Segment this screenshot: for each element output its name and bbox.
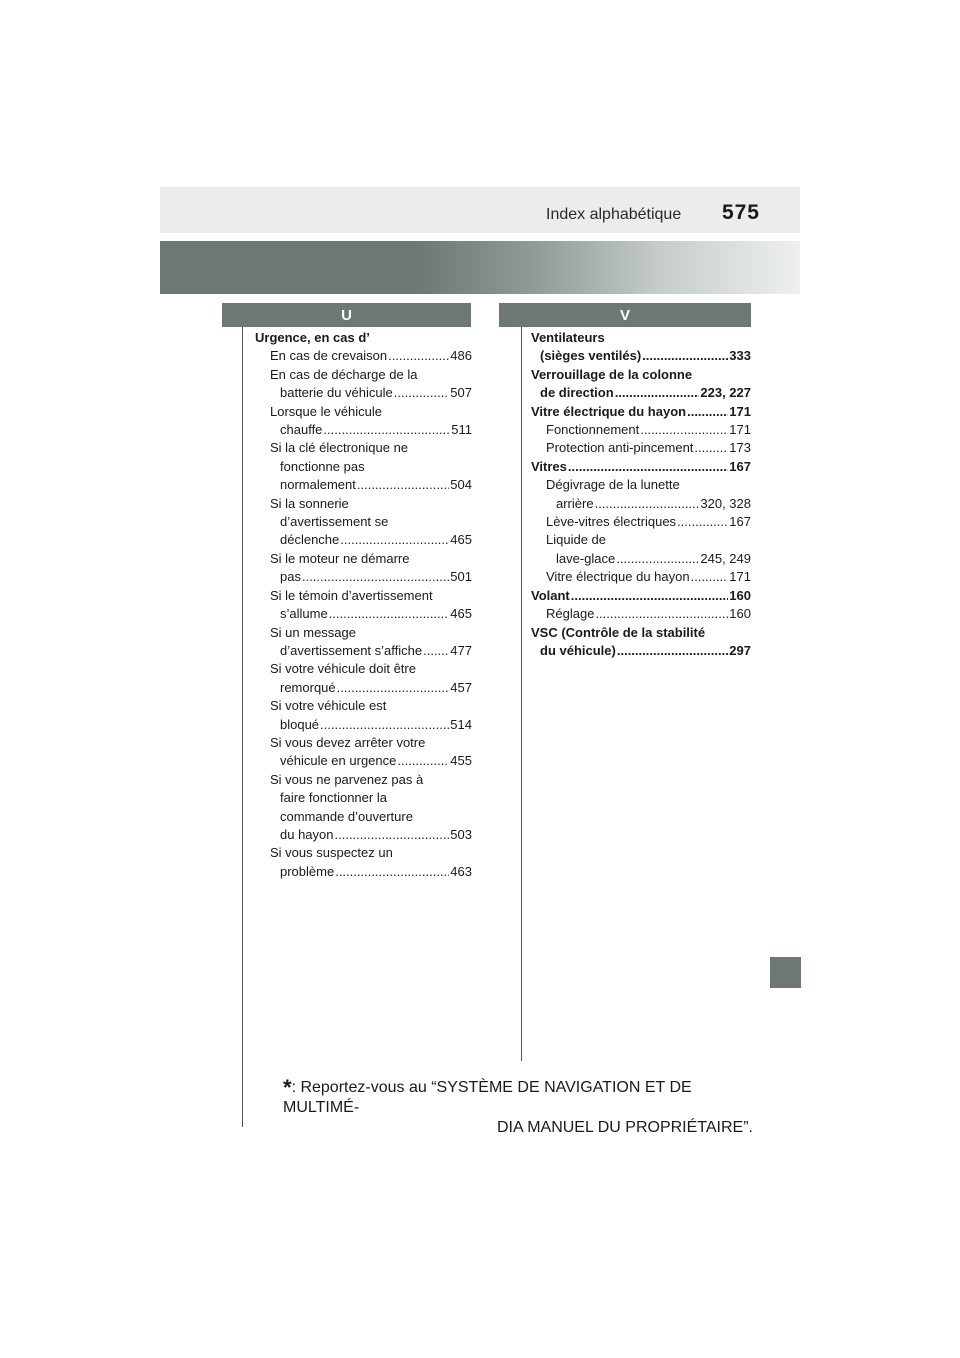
- index-entry-sub: [255, 771, 472, 845]
- index-page-ref: 463: [450, 863, 472, 879]
- index-entry-text: Vitres: [531, 458, 567, 474]
- index-entry-text: VSC (Contrôle de la stabilité: [531, 624, 706, 640]
- dot-leader: [340, 531, 449, 549]
- index-page-ref: 511: [451, 422, 472, 438]
- index-entry-line: [531, 384, 751, 402]
- index-entry-line: [270, 403, 472, 421]
- index-entry-line: [270, 421, 472, 439]
- index-entry-main: [531, 366, 751, 403]
- index-entry-line: [270, 495, 472, 513]
- index-entry-sub: [255, 495, 472, 550]
- footnote-line-2: DIA MANUEL DU PROPRIÉTAIRE”.: [496, 1119, 753, 1136]
- index-page-ref: 504: [450, 477, 472, 493]
- dot-leader: [335, 863, 449, 881]
- index-entry-text: Urgence, en cas d’: [255, 330, 370, 345]
- index-entry-sub: [255, 347, 472, 365]
- dot-leader: [394, 384, 450, 402]
- index-entry-sub: [531, 568, 751, 586]
- index-entry-line: [270, 679, 472, 697]
- index-page-ref: 171: [729, 569, 751, 585]
- footnote-marker: *: [283, 1075, 292, 1100]
- index-page-ref: 167: [729, 514, 751, 530]
- index-entry-sub: [531, 439, 751, 457]
- dot-leader: [388, 347, 449, 365]
- dot-leader: [687, 403, 728, 421]
- index-entry-line: [270, 384, 472, 402]
- index-entry-line: [270, 752, 472, 770]
- index-entry-main: [531, 403, 751, 421]
- index-entry-main: [531, 587, 751, 605]
- index-entry-line: [270, 550, 472, 568]
- index-entry-main: [255, 329, 472, 347]
- index-entry-text: Ventilateurs: [531, 330, 605, 345]
- section-heading-v: V: [499, 303, 751, 327]
- index-entry-sub: [255, 403, 472, 440]
- index-entry-sub: [255, 624, 472, 661]
- index-entry-text: s’allume: [280, 606, 328, 622]
- index-entry-text: Si votre véhicule est: [270, 698, 387, 714]
- index-entry-text: Si la clé électronique ne: [270, 440, 409, 456]
- index-entry-line: [546, 550, 751, 568]
- index-page-ref: 333: [729, 348, 751, 364]
- left-margin-rule: [242, 303, 243, 1127]
- dot-leader: [616, 550, 699, 568]
- index-entry-text: de direction: [540, 385, 614, 401]
- page-header-bar: [160, 187, 800, 233]
- index-entry-line: [270, 808, 472, 826]
- index-entry-sub: [531, 421, 751, 439]
- footnote-line-1: [283, 1075, 753, 1118]
- index-entry-line: [531, 642, 751, 660]
- index-page-ref: 503: [450, 826, 472, 842]
- index-entry-text: d’avertissement s’affiche: [280, 642, 423, 658]
- index-entry-line: [546, 495, 751, 513]
- index-entry-line: [531, 624, 751, 642]
- index-page-ref: 160: [729, 606, 751, 622]
- dot-leader: [357, 476, 449, 494]
- index-entry-text: En cas de décharge de la: [270, 366, 418, 382]
- index-entry-text: d’avertissement se: [280, 514, 389, 530]
- index-entry-line: [270, 734, 472, 752]
- index-page-ref: 173: [729, 440, 751, 456]
- dot-leader: [397, 752, 449, 770]
- index-entry-sub: [255, 550, 472, 587]
- index-entry-line: [531, 366, 751, 384]
- index-entry-text: Si votre véhicule doit être: [270, 661, 416, 677]
- index-entry-text: Vitre électrique du hayon: [531, 403, 687, 419]
- index-entry-text: chauffe: [280, 422, 323, 438]
- index-entry-text: du véhicule): [540, 642, 616, 658]
- index-entry-line: [270, 660, 472, 678]
- dot-leader: [617, 642, 728, 660]
- index-entry-sub: [531, 476, 751, 513]
- index-entry-text: Si un message: [270, 624, 356, 640]
- decorative-gradient-band: [160, 241, 800, 294]
- index-entry-text: Si le témoin d’avertissement: [270, 587, 433, 603]
- dot-leader: [302, 568, 449, 586]
- index-entry-text: Lorsque le véhicule: [270, 403, 383, 419]
- dot-leader: [320, 716, 449, 734]
- index-page-ref: 486: [450, 348, 472, 364]
- index-entry-sub: [531, 531, 751, 568]
- index-entry-text: arrière: [556, 495, 594, 511]
- dot-leader: [640, 421, 728, 439]
- index-entry-line: [270, 568, 472, 586]
- index-page-ref: 160: [729, 587, 751, 603]
- index-entry-text: bloqué: [280, 716, 320, 732]
- index-page-ref: 167: [729, 458, 751, 474]
- index-page-ref: 501: [450, 569, 472, 585]
- index-entry-text: Liquide de: [546, 532, 606, 548]
- index-entry-line: [270, 789, 472, 807]
- index-entry-text: remorqué: [280, 679, 336, 695]
- index-entry-line: [546, 531, 751, 549]
- index-entry-text: Dégivrage de la lunette: [546, 477, 680, 493]
- index-entry-text: normalement: [280, 477, 356, 493]
- index-entry-text: (sièges ventilés): [540, 348, 642, 364]
- dot-leader: [694, 439, 728, 457]
- index-entry-line: [270, 347, 472, 365]
- index-entry-text: Si le moteur ne démarre: [270, 550, 410, 566]
- index-entry-line: [270, 439, 472, 457]
- index-entry-text: lave-glace: [556, 550, 616, 566]
- index-entry-sub: [531, 513, 751, 531]
- index-page-ref: 514: [450, 716, 472, 732]
- index-entry-line: [531, 403, 751, 421]
- index-entry-line: [270, 844, 472, 862]
- index-entry-line: [531, 587, 751, 605]
- index-entry-line: [270, 863, 472, 881]
- dot-leader: [677, 513, 728, 531]
- index-page-ref: 297: [729, 642, 751, 658]
- index-entry-line: [546, 439, 751, 457]
- index-page-ref: 171: [729, 403, 751, 419]
- index-entry-main: [531, 624, 751, 661]
- page-header-title: Index alphabétique: [546, 206, 682, 223]
- index-entry-line: [546, 421, 751, 439]
- dot-leader: [595, 605, 728, 623]
- index-entry-text: Si vous ne parvenez pas à: [270, 771, 424, 787]
- index-entry-text: Protection anti-pincement: [546, 440, 694, 456]
- index-entry-line: [270, 642, 472, 660]
- index-entry-sub: [531, 605, 751, 623]
- index-entry-text: déclenche: [280, 532, 340, 548]
- dot-leader: [691, 568, 729, 586]
- dot-leader: [329, 605, 450, 623]
- index-entry-line: [270, 624, 472, 642]
- index-entry-text: fonctionne pas: [280, 458, 365, 474]
- index-entry-text: Réglage: [546, 606, 595, 622]
- index-entry-sub: [255, 660, 472, 697]
- index-entry-text: Si vous devez arrêter votre: [270, 734, 426, 750]
- index-entry-line: [270, 716, 472, 734]
- index-entry-sub: [255, 697, 472, 734]
- index-entry-text: du hayon: [280, 826, 334, 842]
- section-heading-u: U: [222, 303, 471, 327]
- index-page-ref: 320, 328: [700, 495, 751, 511]
- index-entry-text: problème: [280, 863, 335, 879]
- index-entry-text: faire fonctionner la: [280, 790, 387, 806]
- index-page-ref: 171: [729, 422, 751, 438]
- index-entry-text: Si la sonnerie: [270, 495, 349, 511]
- dot-leader: [335, 826, 450, 844]
- index-entry-text: Verrouillage de la colonne: [531, 366, 693, 382]
- dot-leader: [423, 642, 449, 660]
- index-entry-line: [546, 605, 751, 623]
- dot-leader: [571, 587, 729, 605]
- index-column-left: [255, 329, 472, 881]
- index-entry-text: Si vous suspectez un: [270, 845, 393, 861]
- index-entry-line: [270, 366, 472, 384]
- index-entry-line: [270, 531, 472, 549]
- index-entry-text: Volant: [531, 587, 570, 603]
- dot-leader: [595, 495, 700, 513]
- dot-leader: [568, 458, 728, 476]
- index-page-ref: 465: [450, 606, 472, 622]
- index-entry-text: En cas de crevaison: [270, 348, 388, 364]
- index-entry-line: [270, 476, 472, 494]
- index-entry-text: Fonctionnement: [546, 422, 640, 438]
- index-entry-line: [531, 329, 751, 347]
- dot-leader: [337, 679, 450, 697]
- index-entry-line: [531, 347, 751, 365]
- page-number: 575: [721, 201, 760, 224]
- index-page-ref: 455: [450, 753, 472, 769]
- dot-leader: [642, 347, 728, 365]
- index-entry-text: batterie du véhicule: [280, 385, 393, 401]
- index-entry-main: [531, 458, 751, 476]
- index-entry-line: [546, 513, 751, 531]
- index-entry-text: Vitre électrique du hayon: [546, 569, 690, 585]
- index-entry-text: Lève-vitres électriques: [546, 514, 677, 530]
- index-entry-line: [255, 329, 472, 347]
- dot-leader: [323, 421, 450, 439]
- footnote-text-1: : Reportez-vous au “SYSTÈME DE NAVIGATION ET DE MULTIMÉ-: [283, 1079, 692, 1116]
- index-entry-line: [270, 697, 472, 715]
- dot-leader: [615, 384, 700, 402]
- index-entry-sub: [255, 587, 472, 624]
- index-entry-line: [546, 568, 751, 586]
- index-page-ref: 245, 249: [700, 550, 751, 566]
- footnote: [283, 1075, 753, 1138]
- index-page-ref: 507: [450, 385, 472, 401]
- index-entry-line: [270, 771, 472, 789]
- index-entry-sub: [255, 439, 472, 494]
- index-entry-text: véhicule en urgence: [280, 753, 397, 769]
- index-entry-main: [531, 329, 751, 366]
- section-thumb-tab: [770, 957, 801, 988]
- index-entry-line: [270, 605, 472, 623]
- column-divider: [521, 325, 522, 1061]
- index-column-right: [531, 329, 751, 660]
- index-entry-sub: [255, 844, 472, 881]
- index-page-ref: 457: [450, 679, 472, 695]
- index-page-ref: 465: [450, 532, 472, 548]
- index-entry-sub: [255, 366, 472, 403]
- index-entry-sub: [255, 734, 472, 771]
- index-entry-line: [270, 826, 472, 844]
- index-entry-text: commande d’ouverture: [280, 808, 413, 824]
- index-entry-line: [546, 476, 751, 494]
- index-page-ref: 223, 227: [700, 385, 751, 401]
- index-entry-line: [270, 458, 472, 476]
- index-entry-line: [270, 513, 472, 531]
- index-page-ref: 477: [450, 642, 472, 658]
- index-entry-text: pas: [280, 569, 301, 585]
- index-entry-line: [531, 458, 751, 476]
- index-entry-line: [270, 587, 472, 605]
